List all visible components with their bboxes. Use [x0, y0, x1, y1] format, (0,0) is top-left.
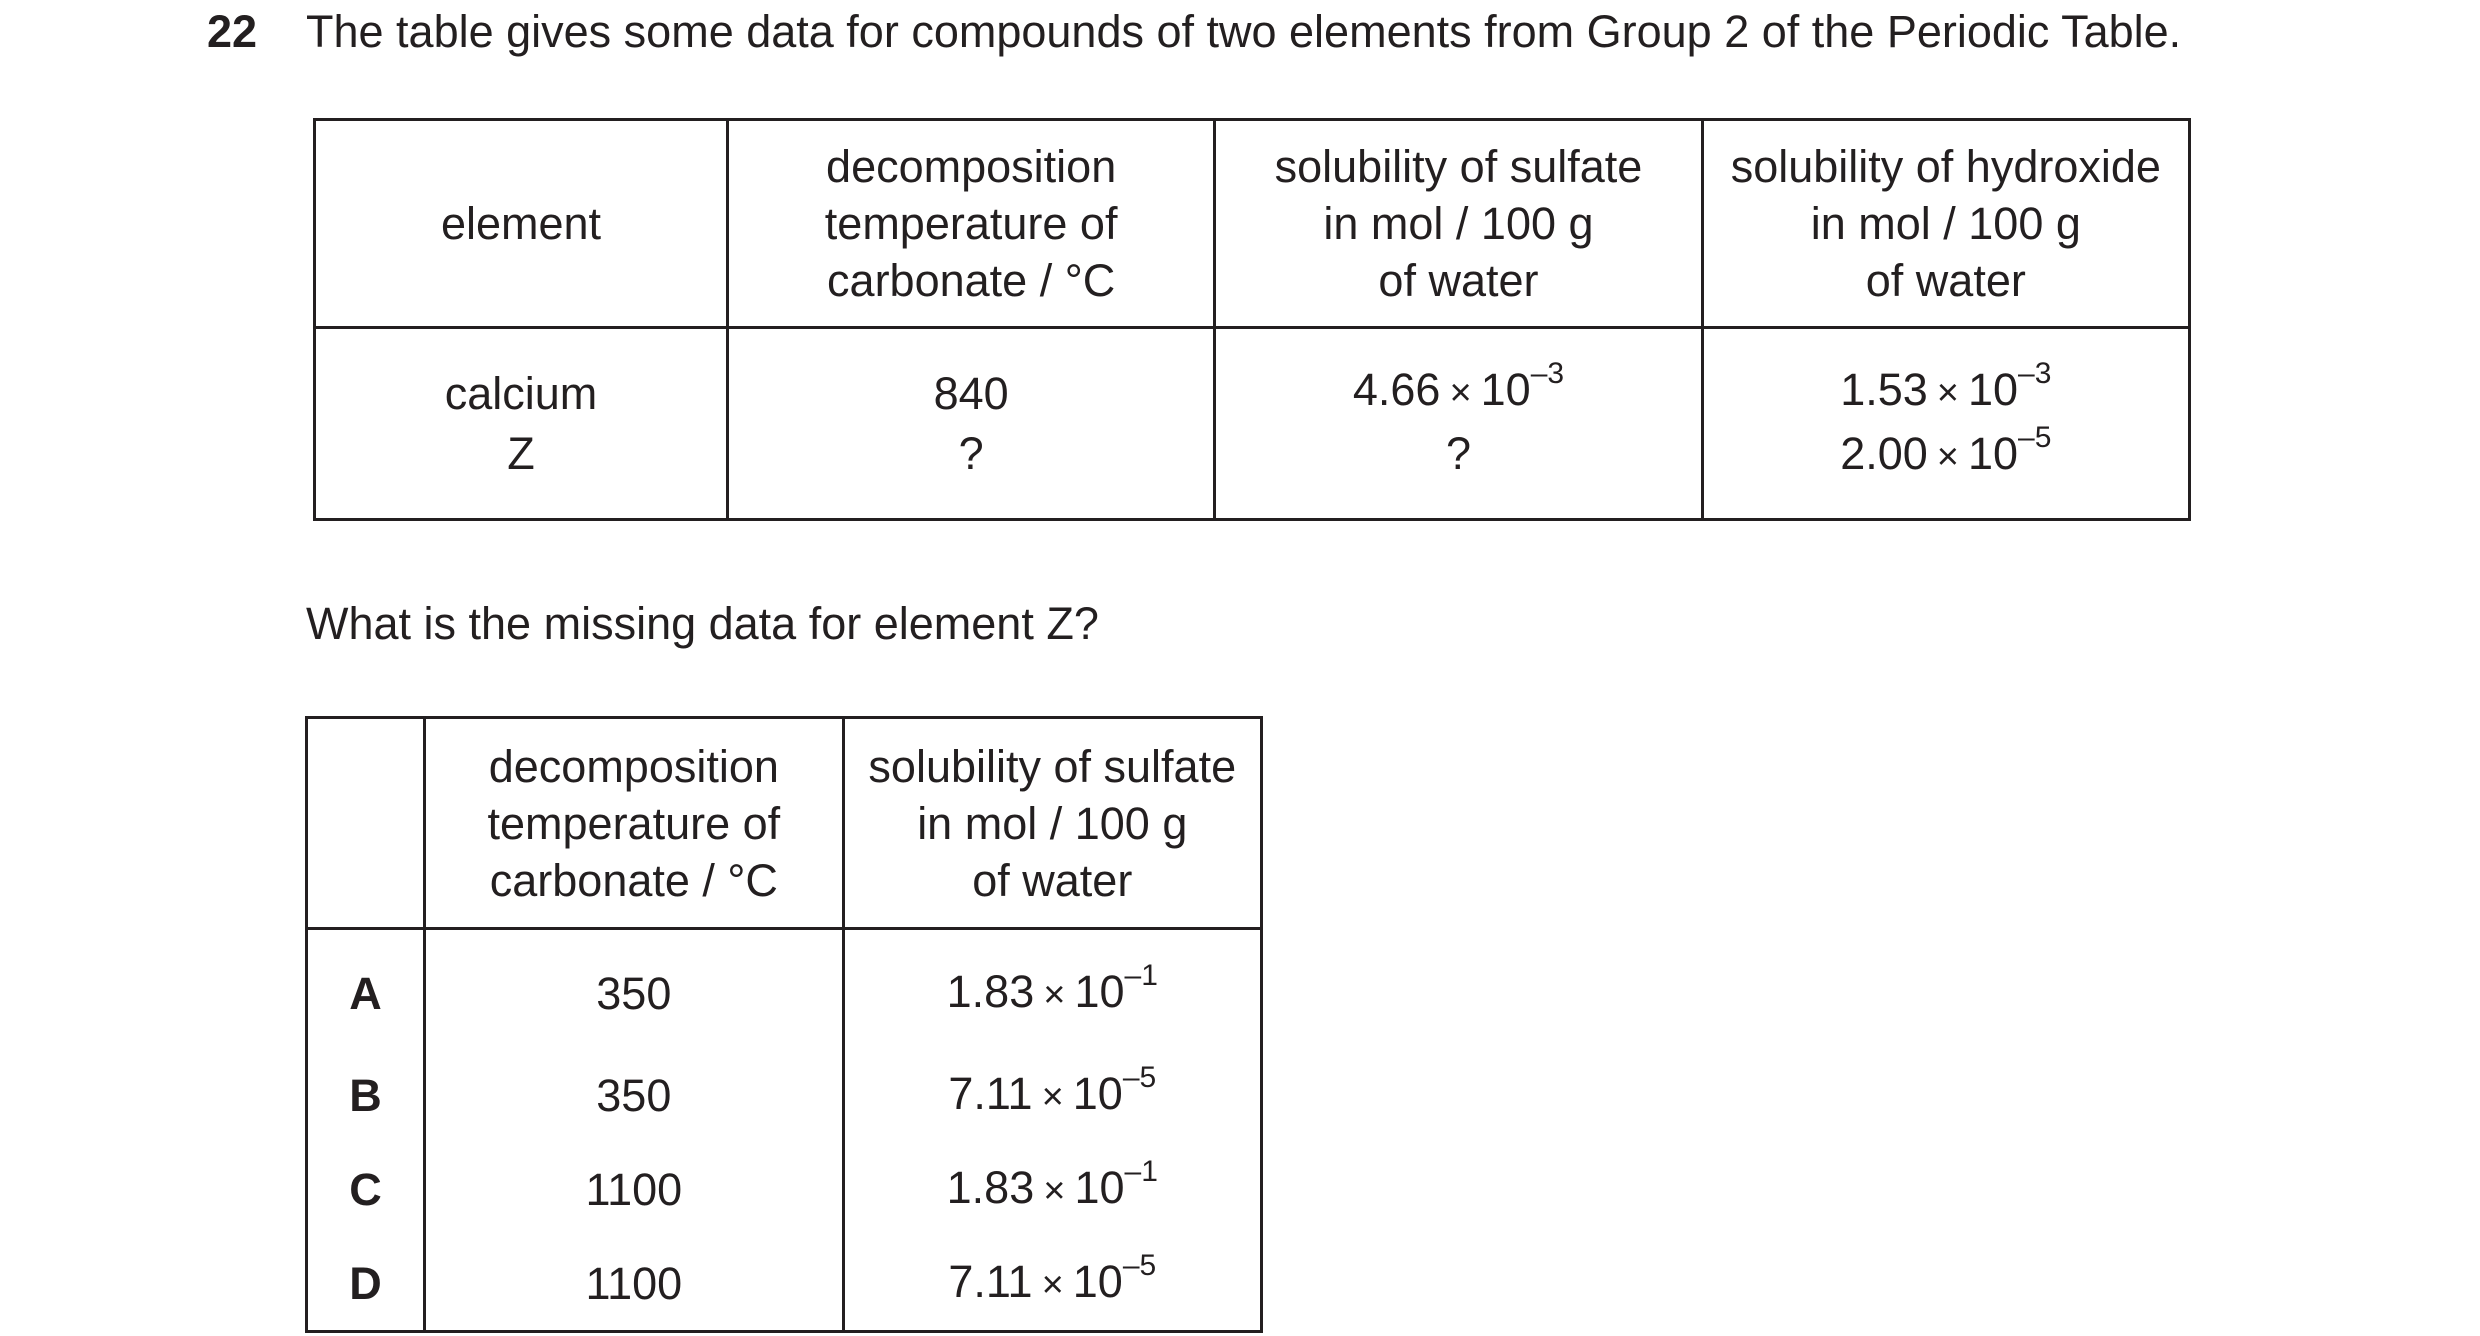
option-decomposition: 1100 [425, 1236, 843, 1332]
header-option-letter [307, 718, 425, 929]
header-sulfate-solubility: solubility of sulfate in mol / 100 g of water [1215, 120, 1702, 328]
option-sulfate: $7.11 \times 10^{-5}$ [843, 1048, 1261, 1142]
cell-element: Z [315, 425, 728, 520]
option-letter[interactable]: D [307, 1236, 425, 1332]
element-data-table [313, 118, 2191, 521]
header-hydroxide-solubility: solubility of hydroxide in mol / 100 g of water [1702, 120, 2189, 328]
header-decomposition: decomposition temperature of carbonate / °C [425, 718, 843, 929]
header-sulfate-solubility: solubility of sulfate in mol / 100 g of water [843, 718, 1261, 929]
option-row-a[interactable] [307, 929, 1262, 1049]
table-header-row [315, 120, 2190, 328]
option-decomposition: 350 [425, 929, 843, 1049]
table-row-z [315, 425, 2190, 520]
header-decomposition: decomposition temperature of carbonate / °C [727, 120, 1214, 328]
option-row-b[interactable] [307, 1048, 1262, 1142]
question-text: The table gives some data for compounds of two elements from Group 2 of the Periodic Table. [306, 6, 2182, 57]
table-row-calcium [315, 328, 2190, 426]
cell-hydroxide: $1.53 \times 10^{-3}$ [1702, 328, 2189, 426]
cell-sulfate: ? [1215, 425, 1702, 520]
cell-element: calcium [315, 328, 728, 426]
cell-sulfate: $4.66 \times 10^{-3}$ [1215, 328, 1702, 426]
header-element: element [315, 120, 728, 328]
option-decomposition: 350 [425, 1048, 843, 1142]
option-letter[interactable]: A [307, 929, 425, 1049]
cell-decomposition: 840 [727, 328, 1214, 426]
option-letter[interactable]: B [307, 1048, 425, 1142]
options-header-row [307, 718, 1262, 929]
option-row-c[interactable] [307, 1142, 1262, 1236]
cell-decomposition: ? [727, 425, 1214, 520]
option-sulfate: $1.83 \times 10^{-1}$ [843, 1142, 1261, 1236]
answer-options-table [305, 716, 1263, 1333]
question-number: 22 [207, 6, 258, 57]
option-sulfate: $7.11 \times 10^{-5}$ [843, 1236, 1261, 1332]
cell-hydroxide: $2.00 \times 10^{-5}$ [1702, 425, 2189, 520]
option-letter[interactable]: C [307, 1142, 425, 1236]
subquestion-text: What is the missing data for element Z? [306, 598, 1099, 649]
option-row-d[interactable] [307, 1236, 1262, 1332]
option-sulfate: $1.83 \times 10^{-1}$ [843, 929, 1261, 1049]
option-decomposition: 1100 [425, 1142, 843, 1236]
